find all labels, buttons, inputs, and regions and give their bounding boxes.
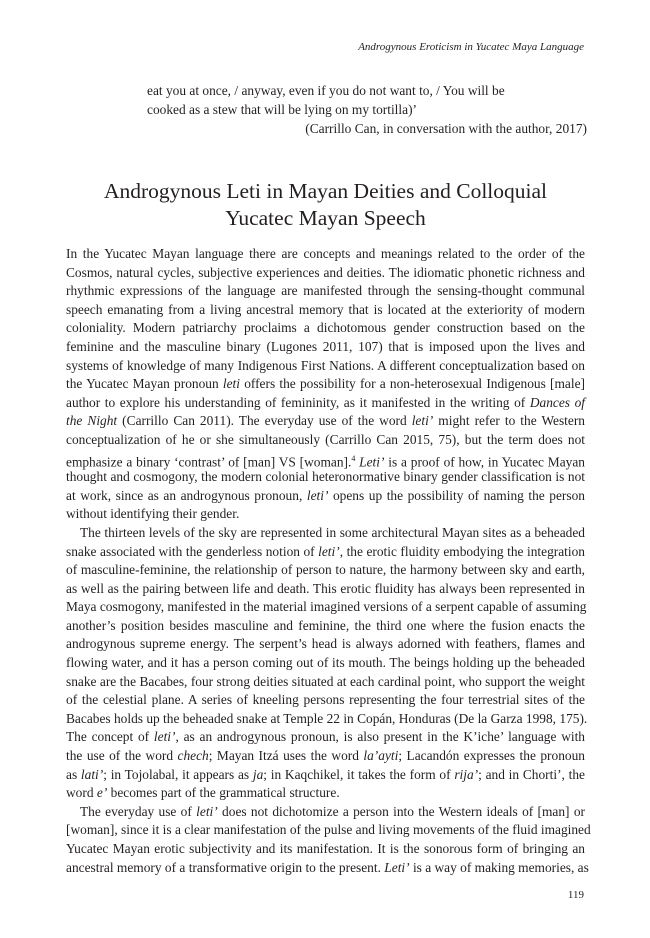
text-line: coloniality. Modern patriarchy proclaims a dichotomous gender construction based on the (66, 320, 585, 336)
text-line: androgynous supreme energy. The serpent’s head is always adorned with feathers, flames and (66, 636, 585, 652)
text-line: snake associated with the genderless notion of leti’, the erotic fluidity embodying the integration (66, 543, 585, 559)
text-line: author to explore his understanding of femininity, as it manifested in the writing of Dances of (66, 394, 585, 410)
text-line: another’s position besides masculine and feminine, the third one where the fusion enacts the (66, 617, 585, 633)
text-line: feminine and the masculine binary (Lugones 2011, 107) that is imposed upon the lives and (66, 338, 585, 354)
text-line: the Night (Carrillo Can 2011). The everyday use of the word leti’ might refer to the Western (66, 413, 585, 429)
quote-source: (Carrillo Can, in conversation with the author, 2017) (305, 121, 587, 136)
text-line: Yucatec Mayan erotic subjectivity and its manifestation. It is the sonorous form of bringing an (66, 841, 585, 856)
text-line: ancestral memory of a transformative origin to the present. Leti’ is a way of making memories, as (66, 859, 589, 875)
text-line: of the celestial plane. A series of kneeling persons representing the four terrestrial sites of the (66, 692, 585, 708)
text-line: of masculine-feminine, the relationship of person to nature, the harmony between sky and earth, (66, 562, 585, 578)
text-line: The concept of leti’, as an androgynous pronoun, is also present in the K’iche’ language with (66, 729, 585, 745)
text-line: thought and cosmogony, the modern colonial heteronormative binary gender classification is not (66, 469, 585, 485)
quote-line: cooked as a stew that will be lying on my tortilla)’ (147, 102, 417, 117)
text-line: as well as the pairing between life and death. This erotic fluidity has always been represented in (66, 580, 585, 596)
section-title-line: Yucatec Mayan Speech (225, 206, 426, 230)
text-line: In the Yucatec Mayan language there are concepts and meanings related to the order of the (66, 246, 585, 261)
section-title (66, 178, 585, 232)
text-line: speech emanating from a living ancestral memory that is located at the exteriority of modern (66, 301, 585, 317)
text-line: at work, since as an androgynous pronoun, leti’ opens up the possibility of naming the person (66, 487, 585, 503)
text-line: snake are the Bacabes, four strong deities situated at each cardinal point, who support the weight (66, 673, 585, 689)
text-line: conceptualization of he or she simultaneously (Carrillo Can 2015, 75), but the term does not (66, 431, 585, 447)
quote-line: eat you at once, / anyway, even if you do not want to, / You will be (147, 83, 505, 98)
section-title-line: Androgynous Leti in Mayan Deities and Colloquial (103, 179, 548, 203)
text-line: Bacabes holds up the beheaded snake at Temple 22 in Copán, Honduras (De la Garza 1998, 175). (66, 710, 588, 726)
text-line: emphasize a binary ‘contrast’ of [man] VS [woman].$^4$ Leti’ is a proof of how, in Yucatec Mayan (66, 453, 585, 469)
text-line: as lati’; in Tojolabal, it appears as ja; in Kaqchikel, it takes the form of rija’; and in Chorti’, the (66, 766, 585, 782)
text-line: [woman], since it is a clear manifestation of the pulse and living movements of the fluid imagined (66, 822, 591, 838)
text-line: The thirteen levels of the sky are represented in some architectural Mayan sites as a beheaded (80, 524, 585, 540)
text-line: the Yucatec Mayan pronoun leti offers the possibility for a non-heterosexual Indigenous [male] (66, 376, 585, 392)
text-line: systems of knowledge of many Indigenous First Nations. A different conceptualization based on (66, 357, 585, 373)
text-line: Maya cosmogony, manifested in the material imagined versions of a serpent capable of assuming (66, 599, 587, 615)
text-line: flowing water, and it has a person coming out of its mouth. The beings holding up the beheaded (66, 655, 585, 671)
text-line: Cosmos, natural cycles, subjective experiences and deities. The idiomatic phonetic richness and (66, 264, 585, 280)
text-line: without identifying their gender. (66, 506, 240, 522)
text-line: The everyday use of leti’ does not dichotomize a person into the Western ideals of [man] or (80, 803, 585, 819)
footnote-ref: 4 (351, 453, 356, 463)
text-line: the use of the word chech; Mayan Itzá uses the word la’ayti; Lacandón expresses the pronoun (66, 748, 585, 764)
body-text (66, 245, 591, 877)
block-quote (147, 81, 587, 138)
page-number: 119 (567, 889, 584, 901)
text-line: rhythmic expressions of the language are manifested through the sensing-thought communal (66, 283, 585, 299)
running-head: Androgynous Eroticism in Yucatec Maya Language (358, 41, 584, 53)
text-line: word e’ becomes part of the grammatical structure. (66, 785, 340, 801)
